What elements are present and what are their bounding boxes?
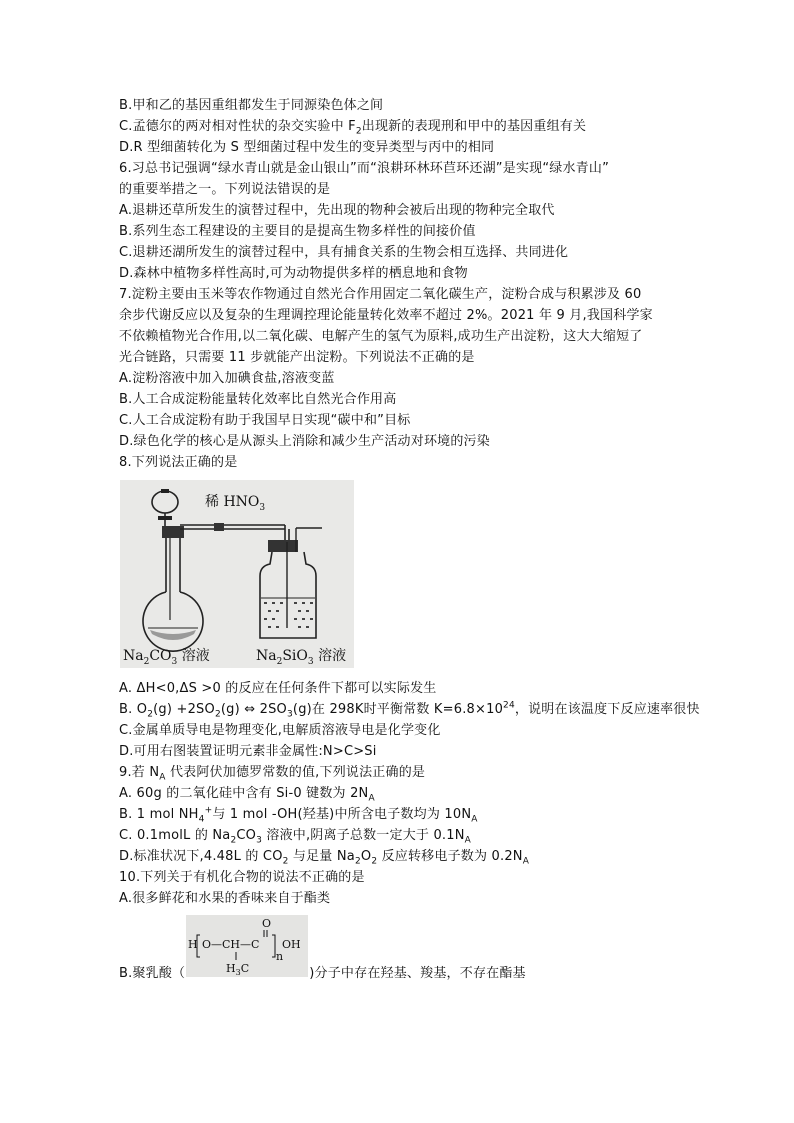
apparatus-figure [120,480,354,668]
option-b-q5: B.甲和乙的基因重组都发生于同源染色体之间 [119,98,384,113]
option-d-q8: D.可用右图装置证明元素非金属性:N>C>Si [119,744,377,759]
option-b-q7: B.人工合成淀粉能量转化效率比自然光合作用高 [119,392,397,407]
svg-text:H3C: $H_3C$ [226,962,250,977]
question-9-stem: 9.若 $N_A$ 代表阿伏加德罗常数的值,下列说法正确的是 [119,765,426,783]
option-d-q7: D.绿色化学的核心是从源头上消除和减少生产活动对环境的污染 [119,434,490,449]
right-bottle-label: $Na_2SiO_3$ 溶液 [256,648,347,667]
option-c-q5: C.孟德尔的两对相对性状的杂交实验中 $F_2$出现新的表现刑和甲中的基因重组有关 [119,119,587,137]
apparatus-drawing [120,480,354,668]
question-6-stem: 6.习总书记强调“绿水青山就是金山银山”而“浪耕环林环苣环还湖”是实现“绿水青山” [119,161,610,176]
question-10-stem: 10.下列关于有机化合物的说法不正确的是 [119,870,365,885]
option-c-q7: C.人工合成淀粉有助于我国早日实现“碳中和”目标 [119,413,411,428]
svg-text:OH: OH [282,938,301,951]
option-b-q10: B.聚乳酸（ )分子中存在羟基、羧基，不存在酯基 [119,966,526,981]
option-a-q9: A. 60g 的二氧化硅中含有 Si-0 键数为 $2N_A$ [119,786,375,804]
option-c-q8: C.金属单质导电是物理变化,电解质溶液导电是化学变化 [119,723,441,738]
svg-text:O: O [262,917,272,930]
option-a-q8: A. ΔH<0,ΔS >0 的反应在任何条件下都可以实际发生 [119,681,437,696]
left-flask-label: $Na_2CO_3$ 溶液 [123,648,210,667]
option-b-q6: B.系列生态工程建设的主要目的是提高生物多样性的间接价值 [119,224,476,239]
svg-text:n: n [276,950,284,963]
option-a-q6: A.退耕还草所发生的演替过程中，先出现的物种会被后出现的物种完全取代 [119,203,555,218]
option-b-q8: B. $O_2(g) +2SO_2(g)$ ⇔ $2SO_3(g)$在 298K时平衡常数 $K=6.8\times 10^{24}$，说明在该温度下反应速率很快 [119,700,700,720]
question-6-stem-cont: 的重要举措之一。下列说法错误的是 [119,182,331,197]
question-7-stem: 7.淀粉主要由玉米等农作物通过自然光合作用固定二氧化碳生产，淀粉合成与积累涉及 60 [119,287,642,302]
svg-text:H: H [188,938,198,951]
question-7-stem-3: 不依赖植物光合作用,以二氧化碳、电解产生的氢气为原料,成功生产出淀粉，这大大缩短了 [119,329,643,344]
option-d-q6: D.森林中植物多样性高时,可为动物提供多样的栖息地和食物 [119,266,468,281]
option-d-q5: D.R 型细菌转化为 S 型细菌过程中发生的变异类型与丙中的相同 [119,140,495,155]
svg-text:O—CH—C: O—CH—C [202,938,260,951]
option-a-q7: A.淀粉溶液中加入加碘食盐,溶液变蓝 [119,371,335,386]
option-c-q9: C. 0.1molL 的 $Na_2CO_3$ 溶液中,阴离子总数一定大于 $0.1N_A$ [119,828,472,846]
funnel-label: 稀 $HNO_3$ [205,494,266,513]
question-8-stem: 8.下列说法正确的是 [119,455,238,470]
option-b-q9: B. 1 mol $NH_4^+$与 1 mol -OH(羟基)中所含电子数均为 $10N_A$ [119,805,478,825]
option-d-q9: D.标准状况下,4.48L 的 $CO_2$ 与足量 $Na_2O_2$ 反应转移电子数为 $0.2N_A$ [119,849,530,867]
option-c-q6: C.退耕还湖所发生的演替过程中，具有捕食关系的生物会相互选择、共同进化 [119,245,569,260]
option-a-q10: A.很多鲜花和水果的香味来自于酯类 [119,891,331,906]
question-7-stem-4: 光合链路，只需要 11 步就能产出淀粉。下列说法不正确的是 [119,350,475,365]
question-7-stem-2: 余步代谢反应以及复杂的生理调控理论能量转化效率不超过 2%。2021 年 9 月,我国科学家 [119,308,653,323]
